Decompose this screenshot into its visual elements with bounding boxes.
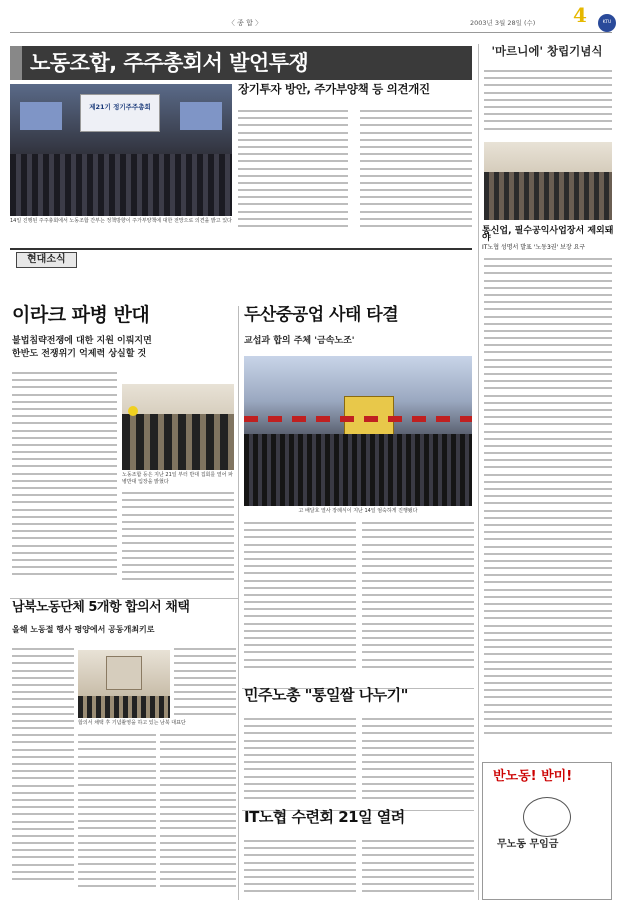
- iraq-deck-1: 불법침략전쟁에 대한 지원 이뤄지면: [12, 336, 152, 346]
- southnorth-body-col3: [78, 734, 156, 898]
- cartoon-face: [523, 797, 571, 837]
- audience: [10, 154, 232, 216]
- doosan-body-col2: [362, 522, 474, 682]
- lead-body-col1: [238, 110, 348, 238]
- telecom-headline: 통신업, 필수공익사업장서 제외돼야: [482, 226, 614, 244]
- iraq-deck-2: 한반도 전쟁위기 억제력 상실할 것: [12, 349, 147, 359]
- telecom-subhead: IT노협 성명서 발표 '노동3권' 보장 요구: [482, 244, 586, 251]
- shareholders-meeting-photo: [10, 84, 232, 216]
- itu-headline: IT노협 수련회 21일 열려: [244, 808, 405, 826]
- itu-body-col2: [362, 840, 474, 900]
- lead-headline: 노동조합, 주주총회서 발언투쟁: [30, 51, 309, 75]
- iraq-headline: 이라크 파병 반대: [12, 304, 150, 326]
- balloon: [128, 406, 138, 416]
- rice-body-col2: [362, 718, 474, 806]
- rice-body-col1: [244, 718, 356, 806]
- funeral-procession-photo: [244, 356, 472, 506]
- southnorth-body-col2: [174, 648, 236, 728]
- page-header: [0, 0, 622, 40]
- iraq-protest-photo: [122, 384, 234, 470]
- southnorth-headline: 남북노동단체 5개항 합의서 채택: [12, 600, 190, 615]
- marooni-photo: [484, 142, 612, 220]
- rule-iraq: [10, 598, 238, 599]
- lead-subhead: 장기투자 방안, 주가부양책 등 의견개진: [238, 82, 430, 96]
- doosan-photo-caption: 고 배달호 열사 장례식이 지난 14일 엄숙하게 진행됐다: [298, 508, 418, 514]
- arch-monument: [106, 656, 142, 690]
- southnorth-photo: [78, 650, 170, 718]
- cartoon-caption: 무노동 무임금: [497, 839, 559, 850]
- telecom-body: [484, 258, 612, 758]
- meeting-stage-banner: 제21기 정기주주총회: [80, 94, 160, 132]
- doosan-body-col1: [244, 522, 356, 682]
- southnorth-body-col1: [12, 648, 74, 898]
- iraq-body-col2: [122, 492, 234, 592]
- iraq-photo-caption: 노동조합 등은 지난 21일 부터 반대 집회를 열어 파병반대 입장을 밝혔다: [122, 472, 233, 485]
- protesters: [122, 414, 234, 470]
- southnorth-photo-caption: 합의서 채택 후 기념촬영을 하고 있는 남북 대표단: [78, 720, 186, 726]
- delegates: [78, 696, 170, 718]
- iraq-body-col1: [12, 372, 117, 592]
- rice-headline: 민주노총 "통일쌀 나누기": [244, 686, 408, 704]
- procession-crowd: [244, 434, 472, 506]
- southnorth-deck: 올해 노동절 행사 평양에서 공동개최키로: [12, 625, 155, 634]
- union-logo: KTU: [598, 14, 616, 32]
- header-rule: [10, 32, 612, 33]
- dateline: 2003년 3월 28일 (수): [470, 19, 536, 27]
- lead-headline-banner: [10, 46, 472, 80]
- news-section-bar: [10, 248, 472, 268]
- lead-photo-caption: 14일 진행된 주주총회에서 노동조합 간부는 정책방향이 주가부양책에 대한 전망으로 의견을 밝고 있다: [10, 218, 232, 224]
- marooni-title: '마르니에' 창립기념식: [491, 44, 603, 58]
- screen-right: [180, 102, 222, 130]
- page-number: 4: [573, 3, 587, 27]
- screen-left: [20, 102, 62, 130]
- cartoon-title: 반노동! 반미!: [493, 769, 573, 784]
- ceremony-crowd: [484, 172, 612, 220]
- section-label: 〈 종 합 〉: [227, 19, 263, 27]
- news-section-tag: 현대소식: [16, 252, 77, 268]
- doosan-deck: 교섭과 합의 주체 '금속노조': [244, 336, 355, 346]
- doosan-headline: 두산중공업 사태 타결: [244, 305, 399, 325]
- editorial-cartoon: [482, 762, 612, 900]
- marooni-body: [484, 70, 612, 138]
- itu-body-col1: [244, 840, 356, 900]
- southnorth-body-col4: [160, 734, 236, 898]
- lead-body-col2: [360, 110, 472, 238]
- inner-column-divider: [238, 306, 239, 900]
- column-divider: [478, 44, 479, 900]
- red-banners: [244, 416, 472, 422]
